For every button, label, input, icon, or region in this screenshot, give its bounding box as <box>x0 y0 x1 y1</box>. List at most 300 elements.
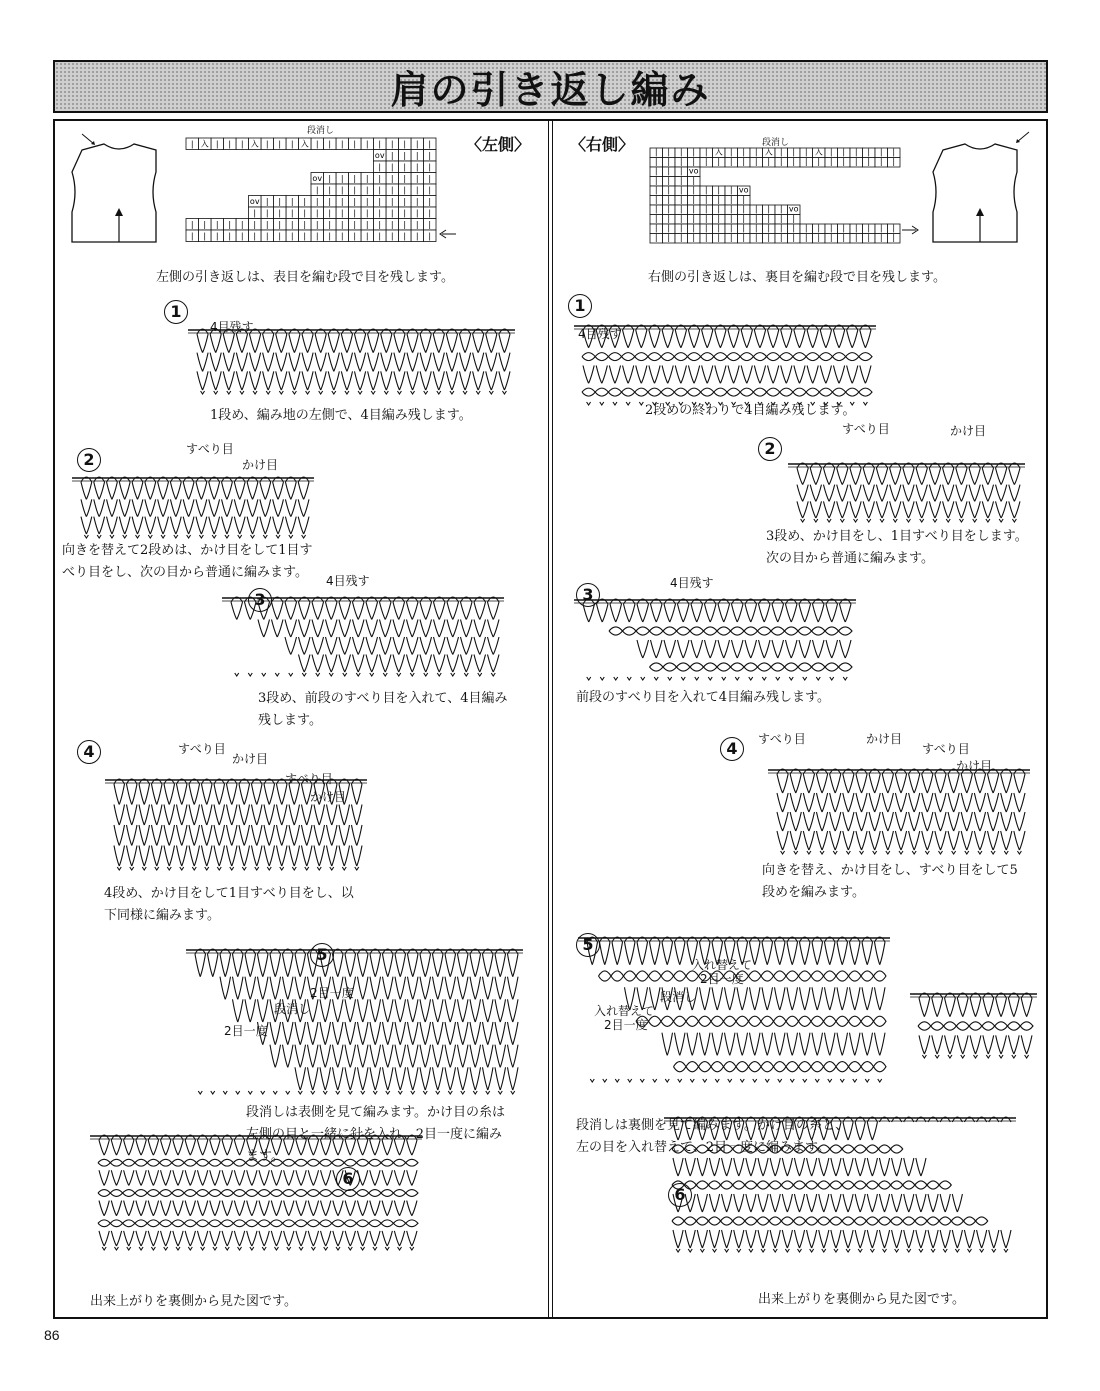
svg-text:|: | <box>240 231 244 241</box>
svg-text:|: | <box>378 208 382 218</box>
svg-text:入: 入 <box>300 139 309 149</box>
svg-text:|: | <box>729 204 733 214</box>
svg-text:|: | <box>428 197 432 206</box>
svg-text:|: | <box>328 231 332 241</box>
svg-text:|: | <box>303 231 307 241</box>
step-number-right-4: 4 <box>720 737 744 761</box>
knitting-chart-right <box>650 148 905 243</box>
vest-schematic-left <box>64 132 174 247</box>
svg-text:|: | <box>428 174 432 183</box>
caption-left-3-line1: 3段め、前段のすべり目を入れて、4目編み <box>258 691 508 706</box>
label-right-4b: かけ目 <box>866 732 903 746</box>
svg-text:|: | <box>654 223 658 233</box>
svg-text:|: | <box>892 157 896 166</box>
svg-text:|: | <box>729 157 733 166</box>
svg-text:|: | <box>779 204 783 214</box>
caption-right-5-line2: 左の目を入れ替えて、2目一度に編みます。 <box>576 1140 830 1155</box>
svg-text:|: | <box>654 147 658 157</box>
svg-text:|: | <box>328 208 332 218</box>
caption-left-4-line1: 4段め、かけ目をして1目すべり目をし、以 <box>104 886 354 901</box>
svg-text:|: | <box>792 233 796 242</box>
svg-text:|: | <box>365 220 369 229</box>
label-left-5b: 段消し <box>274 1002 311 1016</box>
step-number-left-1: 1 <box>164 300 188 324</box>
svg-text:|: | <box>879 233 883 242</box>
svg-text:|: | <box>390 174 394 183</box>
svg-text:入: 入 <box>764 147 773 157</box>
svg-text:|: | <box>692 214 696 223</box>
svg-text:|: | <box>390 162 394 172</box>
column-divider <box>548 119 553 1319</box>
svg-text:|: | <box>742 157 746 166</box>
svg-text:|: | <box>667 195 671 204</box>
svg-text:|: | <box>278 220 282 229</box>
knit-swatch-left-2 <box>72 470 332 542</box>
svg-text:|: | <box>892 233 896 242</box>
svg-text:|: | <box>867 157 871 166</box>
caption-left-3-line2: 残します。 <box>258 713 322 728</box>
step-number-right-6: 6 <box>668 1183 692 1207</box>
svg-text:|: | <box>240 139 244 149</box>
caption-right-2-line2: 次の目から普通に編みます。 <box>766 551 934 566</box>
svg-text:|: | <box>378 231 382 241</box>
svg-text:|: | <box>679 166 683 176</box>
svg-text:|: | <box>378 197 382 206</box>
svg-text:|: | <box>717 157 721 166</box>
svg-text:|: | <box>717 233 721 242</box>
svg-text:|: | <box>215 139 219 149</box>
svg-text:|: | <box>390 139 394 149</box>
svg-text:|: | <box>729 233 733 242</box>
svg-text:|: | <box>654 195 658 204</box>
svg-text:|: | <box>403 208 407 218</box>
svg-text:|: | <box>692 147 696 157</box>
svg-text:|: | <box>679 204 683 214</box>
label-left-2a: すべり目 <box>186 442 234 456</box>
svg-text:|: | <box>278 231 282 241</box>
svg-text:|: | <box>428 151 432 160</box>
svg-text:|: | <box>415 151 419 160</box>
svg-text:|: | <box>190 139 194 149</box>
svg-text:|: | <box>365 208 369 218</box>
label-right-3a: 4目残す <box>670 576 714 590</box>
svg-text:|: | <box>667 166 671 176</box>
svg-text:|: | <box>415 185 419 195</box>
svg-text:|: | <box>315 220 319 229</box>
step-number-left-4: 4 <box>77 740 101 764</box>
svg-text:|: | <box>817 223 821 233</box>
step-number-right-3: 3 <box>576 583 600 607</box>
svg-text:|: | <box>365 139 369 149</box>
svg-text:|: | <box>754 223 758 233</box>
step-number-left-5: 5 <box>310 943 334 967</box>
svg-text:|: | <box>729 195 733 204</box>
svg-text:|: | <box>353 174 357 183</box>
label-right-4d: かけ目 <box>956 759 993 773</box>
svg-text:|: | <box>767 233 771 242</box>
svg-text:|: | <box>265 197 269 206</box>
svg-text:|: | <box>290 231 294 241</box>
svg-text:|: | <box>390 151 394 160</box>
svg-text:|: | <box>867 147 871 157</box>
svg-text:|: | <box>240 220 244 229</box>
svg-text:|: | <box>415 231 419 241</box>
svg-text:|: | <box>253 231 257 241</box>
svg-text:|: | <box>854 233 858 242</box>
svg-text:|: | <box>804 233 808 242</box>
svg-text:|: | <box>403 174 407 183</box>
svg-text:|: | <box>679 195 683 204</box>
svg-text:|: | <box>315 197 319 206</box>
svg-text:|: | <box>854 147 858 157</box>
svg-text:|: | <box>265 139 269 149</box>
caption-left-6-line1: 出来上がりを裏側から見た図です。 <box>90 1294 297 1309</box>
svg-text:|: | <box>892 223 896 233</box>
svg-text:|: | <box>854 223 858 233</box>
svg-text:|: | <box>428 208 432 218</box>
side-label-left: 〈左側〉 <box>466 135 531 154</box>
svg-text:入: 入 <box>250 139 259 149</box>
svg-text:|: | <box>667 223 671 233</box>
caption-right-2-line1: 3段め、かけ目をし、1目すべり目をします。 <box>766 529 1028 544</box>
svg-text:|: | <box>829 157 833 166</box>
svg-text:|: | <box>667 176 671 185</box>
svg-text:|: | <box>328 139 332 149</box>
svg-text:|: | <box>754 214 758 223</box>
label-left-4b: かけ目 <box>232 752 269 766</box>
svg-text:|: | <box>679 157 683 166</box>
label-left-5a: 2目一度 <box>310 986 354 1000</box>
svg-text:|: | <box>667 147 671 157</box>
caption-left-5-line3: ます。 <box>246 1149 284 1164</box>
caption-left-5-line1: 段消しは表側を見て編みます。かけ目の糸は <box>246 1105 505 1120</box>
svg-text:|: | <box>667 233 671 242</box>
svg-text:|: | <box>654 176 658 185</box>
svg-text:|: | <box>754 204 758 214</box>
svg-text:|: | <box>228 139 232 149</box>
svg-text:|: | <box>328 220 332 229</box>
svg-text:|: | <box>290 220 294 229</box>
svg-text:|: | <box>215 220 219 229</box>
svg-text:|: | <box>378 174 382 183</box>
svg-text:|: | <box>340 174 344 183</box>
intro-right: 右側の引き返しは、裏目を編む段で目を残します。 <box>648 270 946 285</box>
svg-text:|: | <box>428 185 432 195</box>
svg-text:|: | <box>278 139 282 149</box>
svg-text:|: | <box>692 195 696 204</box>
svg-text:|: | <box>667 157 671 166</box>
label-right-5a: 入れ替えて <box>692 958 753 972</box>
svg-text:|: | <box>190 220 194 229</box>
svg-text:|: | <box>315 139 319 149</box>
svg-text:|: | <box>654 157 658 166</box>
svg-text:|: | <box>403 197 407 206</box>
svg-text:|: | <box>692 185 696 195</box>
svg-text:|: | <box>729 214 733 223</box>
step-number-left-6: 6 <box>336 1167 360 1191</box>
svg-text:|: | <box>754 157 758 166</box>
svg-text:|: | <box>692 223 696 233</box>
svg-text:|: | <box>729 185 733 195</box>
svg-text:|: | <box>428 139 432 149</box>
caption-left-1-line1: 1段め、編み地の左側で、4目編み残します。 <box>210 408 472 423</box>
svg-text:|: | <box>654 204 658 214</box>
svg-text:|: | <box>328 197 332 206</box>
svg-text:|: | <box>804 157 808 166</box>
step-number-right-1: 1 <box>568 294 592 318</box>
svg-text:|: | <box>729 223 733 233</box>
step-number-left-2: 2 <box>77 448 101 472</box>
svg-text:|: | <box>403 139 407 149</box>
svg-text:|: | <box>654 185 658 195</box>
svg-text:ov: ov <box>374 151 385 160</box>
svg-text:|: | <box>415 162 419 172</box>
label-right-1a: 4目残す <box>578 327 622 341</box>
svg-text:|: | <box>390 231 394 241</box>
chart-label-left: 段消し <box>307 126 335 136</box>
svg-text:|: | <box>854 157 858 166</box>
svg-text:|: | <box>704 233 708 242</box>
svg-text:|: | <box>203 220 207 229</box>
svg-text:|: | <box>704 147 708 157</box>
svg-text:|: | <box>829 233 833 242</box>
svg-text:|: | <box>403 151 407 160</box>
svg-text:|: | <box>654 214 658 223</box>
knit-swatch-left-4 <box>105 772 375 876</box>
svg-text:|: | <box>415 139 419 149</box>
svg-text:|: | <box>667 185 671 195</box>
svg-text:|: | <box>303 208 307 218</box>
label-right-5d: 入れ替えて <box>594 1004 655 1018</box>
label-right-4c: すべり目 <box>922 742 970 756</box>
svg-text:|: | <box>679 233 683 242</box>
svg-text:|: | <box>278 208 282 218</box>
knit-swatch-right-3 <box>574 592 864 686</box>
page-number: 86 <box>44 1327 60 1343</box>
svg-text:|: | <box>679 147 683 157</box>
svg-text:|: | <box>842 147 846 157</box>
svg-text:|: | <box>817 157 821 166</box>
label-right-5c: 段消し <box>660 990 697 1004</box>
title-banner <box>53 60 1048 113</box>
svg-text:|: | <box>340 208 344 218</box>
svg-text:|: | <box>265 208 269 218</box>
svg-text:|: | <box>767 223 771 233</box>
svg-text:|: | <box>867 233 871 242</box>
svg-text:|: | <box>428 220 432 229</box>
svg-text:|: | <box>654 166 658 176</box>
svg-text:|: | <box>892 147 896 157</box>
svg-text:ov: ov <box>312 174 323 183</box>
step-number-left-3: 3 <box>248 588 272 612</box>
svg-text:|: | <box>879 223 883 233</box>
caption-left-2-line1: 向きを替えて2段めは、かけ目をして1目す <box>62 543 313 558</box>
label-left-4a: すべり目 <box>178 742 226 756</box>
svg-text:|: | <box>303 220 307 229</box>
svg-text:|: | <box>403 231 407 241</box>
svg-text:|: | <box>328 174 332 183</box>
svg-text:|: | <box>654 233 658 242</box>
svg-text:|: | <box>228 231 232 241</box>
svg-text:|: | <box>767 204 771 214</box>
svg-text:|: | <box>353 197 357 206</box>
svg-text:|: | <box>667 204 671 214</box>
svg-text:|: | <box>353 185 357 195</box>
svg-text:|: | <box>817 233 821 242</box>
svg-text:|: | <box>340 197 344 206</box>
svg-text:|: | <box>340 220 344 229</box>
caption-right-4-line2: 段めを編みます。 <box>762 885 865 900</box>
svg-text:|: | <box>704 157 708 166</box>
caption-right-6-line1: 出来上がりを裏側から見た図です。 <box>758 1292 965 1307</box>
svg-text:|: | <box>879 157 883 166</box>
vest-schematic-right <box>925 132 1035 247</box>
svg-text:|: | <box>842 157 846 166</box>
caption-right-4-line1: 向きを替え、かけ目をし、すべり目をして5 <box>762 863 1018 878</box>
side-label-right: 〈右側〉 <box>570 135 635 154</box>
svg-text:|: | <box>792 214 796 223</box>
step-number-right-5: 5 <box>576 933 600 957</box>
svg-text:|: | <box>253 208 257 218</box>
svg-text:|: | <box>704 223 708 233</box>
svg-text:|: | <box>415 220 419 229</box>
caption-left-5-line2: 左側の目と一緒に針を入れ、2目一度に編み <box>246 1127 503 1142</box>
svg-text:入: 入 <box>814 147 823 157</box>
svg-text:|: | <box>365 185 369 195</box>
svg-text:|: | <box>742 214 746 223</box>
label-left-1a: 4目残す <box>210 320 254 334</box>
svg-text:|: | <box>353 220 357 229</box>
svg-text:|: | <box>742 147 746 157</box>
svg-text:|: | <box>679 223 683 233</box>
svg-text:|: | <box>717 223 721 233</box>
svg-text:|: | <box>754 233 758 242</box>
svg-text:vo: vo <box>688 166 699 176</box>
svg-text:|: | <box>717 195 721 204</box>
knit-swatch-right-1 <box>574 318 884 410</box>
svg-text:|: | <box>390 197 394 206</box>
knit-swatch-right-6 <box>664 1110 1026 1280</box>
label-right-2a: すべり目 <box>842 422 890 436</box>
svg-text:|: | <box>340 139 344 149</box>
knit-swatch-right-5-inset <box>910 986 1035 1066</box>
svg-text:|: | <box>867 223 871 233</box>
knit-swatch-right-4 <box>768 762 1038 860</box>
svg-text:|: | <box>792 147 796 157</box>
svg-text:|: | <box>754 147 758 157</box>
row-arrow-left <box>438 228 458 240</box>
svg-text:|: | <box>692 204 696 214</box>
svg-text:|: | <box>779 223 783 233</box>
svg-text:|: | <box>804 223 808 233</box>
svg-text:|: | <box>792 157 796 166</box>
svg-text:|: | <box>290 139 294 149</box>
svg-text:|: | <box>315 185 319 195</box>
svg-text:|: | <box>215 231 219 241</box>
knit-swatch-left-3 <box>222 590 512 684</box>
svg-text:|: | <box>340 185 344 195</box>
svg-text:|: | <box>679 185 683 195</box>
label-left-2b: かけ目 <box>242 458 279 472</box>
label-right-5e: 2目一度 <box>604 1018 648 1032</box>
svg-text:|: | <box>290 197 294 206</box>
svg-text:|: | <box>742 233 746 242</box>
svg-text:|: | <box>315 208 319 218</box>
label-left-5c: 2目一度 <box>224 1024 268 1038</box>
svg-text:|: | <box>365 197 369 206</box>
step-number-right-2: 2 <box>758 437 782 461</box>
svg-text:|: | <box>365 174 369 183</box>
row-arrow-right <box>900 224 920 236</box>
svg-text:|: | <box>415 197 419 206</box>
intro-left: 左側の引き返しは、表目を編む段で目を残します。 <box>156 270 454 285</box>
svg-text:|: | <box>829 147 833 157</box>
svg-text:入: 入 <box>200 139 209 149</box>
svg-text:|: | <box>403 220 407 229</box>
label-right-4a: すべり目 <box>758 732 806 746</box>
svg-text:|: | <box>667 214 671 223</box>
caption-right-3-line1: 前段のすべり目を入れて4目編み残します。 <box>576 690 830 705</box>
svg-text:|: | <box>704 214 708 223</box>
svg-text:|: | <box>792 223 796 233</box>
knit-swatch-right-5 <box>578 930 893 1090</box>
svg-text:|: | <box>679 214 683 223</box>
svg-text:|: | <box>353 139 357 149</box>
svg-text:|: | <box>779 214 783 223</box>
svg-text:|: | <box>804 147 808 157</box>
svg-text:|: | <box>704 185 708 195</box>
svg-text:|: | <box>779 233 783 242</box>
svg-text:vo: vo <box>788 204 799 214</box>
knit-swatch-left-5 <box>186 942 526 1102</box>
svg-text:|: | <box>290 208 294 218</box>
svg-text:|: | <box>729 147 733 157</box>
svg-text:|: | <box>265 220 269 229</box>
svg-text:|: | <box>378 162 382 172</box>
svg-text:|: | <box>190 231 194 241</box>
caption-left-4-line2: 下同様に編みます。 <box>104 908 220 923</box>
svg-text:|: | <box>692 233 696 242</box>
chart-label-right: 段消し <box>762 138 790 148</box>
svg-text:|: | <box>779 147 783 157</box>
svg-text:|: | <box>303 197 307 206</box>
svg-text:|: | <box>692 157 696 166</box>
svg-text:|: | <box>253 220 257 229</box>
svg-text:ov: ov <box>249 197 260 206</box>
svg-text:|: | <box>365 231 369 241</box>
knit-swatch-right-2 <box>788 456 1033 526</box>
svg-text:入: 入 <box>714 147 723 157</box>
svg-text:|: | <box>704 204 708 214</box>
label-right-2b: かけ目 <box>950 424 987 438</box>
svg-text:|: | <box>315 231 319 241</box>
svg-text:|: | <box>842 233 846 242</box>
svg-text:|: | <box>717 204 721 214</box>
svg-text:|: | <box>390 208 394 218</box>
page-title: 肩の引き返し編み <box>390 68 711 112</box>
svg-text:|: | <box>767 157 771 166</box>
svg-text:|: | <box>390 220 394 229</box>
svg-text:|: | <box>879 147 883 157</box>
knit-swatch-left-6 <box>90 1128 435 1276</box>
caption-left-2-line2: べり目をし、次の目から普通に編みます。 <box>62 565 308 580</box>
svg-text:|: | <box>829 223 833 233</box>
caption-right-1-line1: 2段めの終わりで4目編み残します。 <box>645 403 856 418</box>
knitting-chart-left <box>186 138 446 246</box>
knit-swatch-left-1 <box>188 322 518 400</box>
svg-text:|: | <box>353 231 357 241</box>
svg-text:|: | <box>742 223 746 233</box>
